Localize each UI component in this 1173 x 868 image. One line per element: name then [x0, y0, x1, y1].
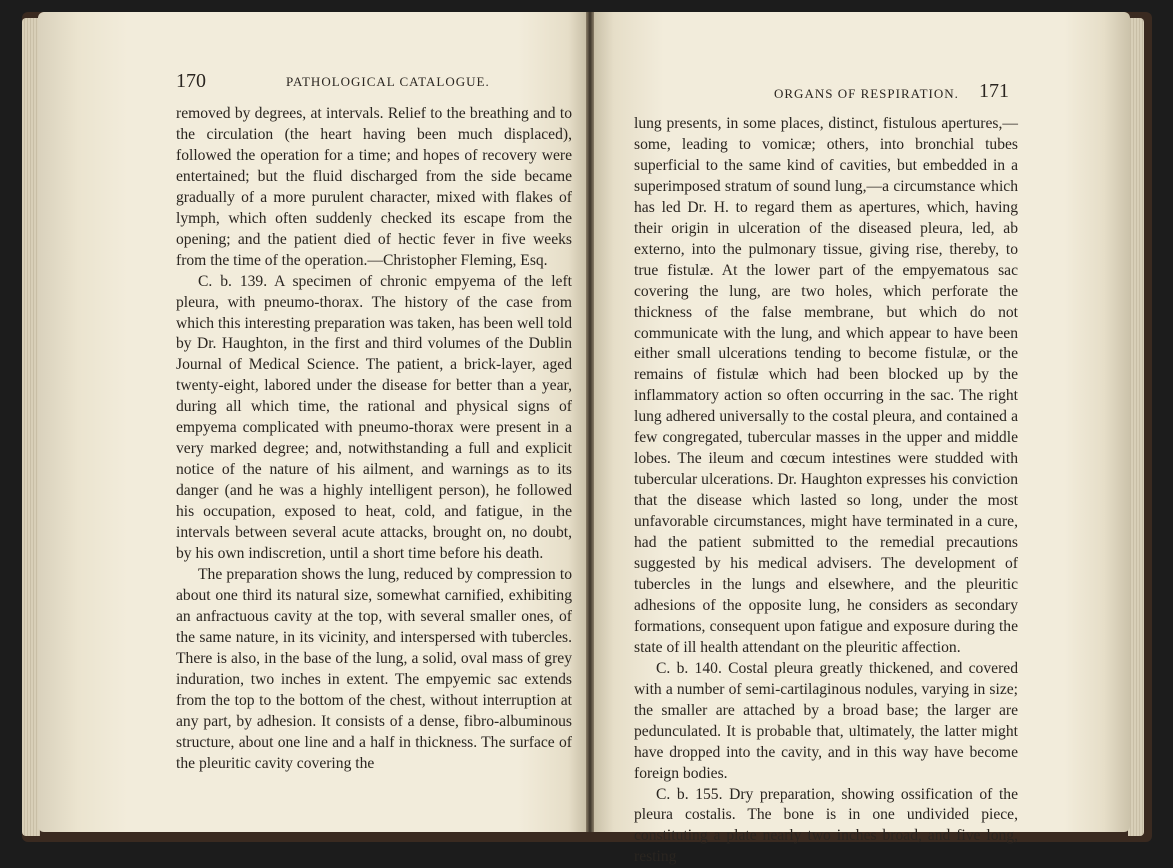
right-page-edges [1128, 18, 1144, 836]
left-paragraph-3: The preparation shows the lung, reduced by compression to about one third its natural size, somewhat carnified, exhibiting an anfractuous cavity at the top, with several smaller ones, of the same nature, in its vicinity, and interspersed with tubercles. There is also, in the base of the lung, a solid, oval mass of grey induration, two inches in extent. The empyemic sac extends from the top to the bottom of the chest, without interruption at any part, by adhesion. It consists of a dense, fibro-albuminous structure, about one line and a half in thickness. The surface of the pleuritic cavity covering the [176, 565, 572, 775]
left-paragraph-1: removed by degrees, at intervals. Relief to the breathing and to the circulation (the heart having been much displaced), followed the operation for a time; and hopes of recovery were entertained; but the fluid discharged from the side became gradually of a more purulent character, mixed with flakes of lymph, which often suddenly checked its escape from the opening; and the patient died of hectic fever in five weeks from the time of the operation.—Christopher Fleming, Esq. [176, 104, 572, 272]
left-page-number: 170 [176, 70, 206, 93]
book-spread [38, 12, 1130, 832]
left-page [38, 12, 586, 832]
right-page-body [634, 114, 1018, 868]
left-page-body [176, 104, 572, 775]
right-page-number: 171 [979, 80, 1009, 103]
right-paragraph-1: lung presents, in some places, distinct, fistulous apertures,—some, leading to vomicæ; others, into bronchial tubes superficial to the same kind of cavities, but embedded in a superimposed stratum of sound lung,—a circumstance which has led Dr. H. to regard them as apertures, which, having their origin in ulceration of the diseased pleura, led, ab externo, into the pulmonary tissue, giving rise, thereby, to true fistulæ. At the lower part of the empyematous sac covering the lung, are two holes, which perforate the thickness of the false membrane, but which do not communicate with the lung, and which appear to have been either small ulcerations tending to become fistulæ, or the remains of fistulæ which had been blocked up by the inflammatory action so often occurring in the sac. The right lung adhered universally to the costal pleura, and contained a few congregated, tubercular masses in the upper and middle lobes. The ileum and cœcum intestines were studded with tubercular ulcerations. Dr. Haughton expresses his conviction that the disease which lasted so long, under the most unfavorable circumstances, might have terminated in a cure, had the patient submitted to the remedial precautions suggested by his medical advisers. The development of tubercles in the lungs and elsewhere, and the pleuritic adhesions of the opposite lung, he considers as secondary formations, consequent upon fatigue and exposure during the state of ill health attendant on the pleuritic affection. [634, 114, 1018, 659]
left-running-head: PATHOLOGICAL CATALOGUE. [286, 74, 490, 90]
right-paragraph-3: C. b. 155. Dry preparation, showing ossification of the pleura costalis. The bone is in one undivided piece, constituting a plate nearly two inches broad, and five long, resting [634, 785, 1018, 868]
right-page [594, 12, 1130, 832]
book-gutter [586, 12, 594, 832]
right-running-head: ORGANS OF RESPIRATION. [774, 86, 959, 102]
left-paragraph-2: C. b. 139. A specimen of chronic empyema of the left pleura, with pneumo-thorax. The history of the case from which this interesting preparation was taken, has been well told by Dr. Haughton, in the first and third volumes of the Dublin Journal of Medical Science. The patient, a brick-layer, aged twenty-eight, labored under the disease for better than a year, during all which time, the rational and physical signs of empyema complicated with pneumo-thorax were present in a very marked degree; and, notwithstanding a full and explicit notice of the nature of his ailment, and warnings as to its danger (and he was a highly intelligent person), he followed his occupation, exposed to heat, cold, and fatigue, in the intervals between several acute attacks, brought on, no doubt, by his own indiscretion, until a short time before his death. [176, 272, 572, 565]
right-paragraph-2: C. b. 140. Costal pleura greatly thickened, and covered with a number of semi-cartilaginous nodules, varying in size; the smaller are attached by a broad base; the larger are pedunculated. It is probable that, ultimately, the latter might have dropped into the cavity, and in this way have become foreign bodies. [634, 659, 1018, 785]
